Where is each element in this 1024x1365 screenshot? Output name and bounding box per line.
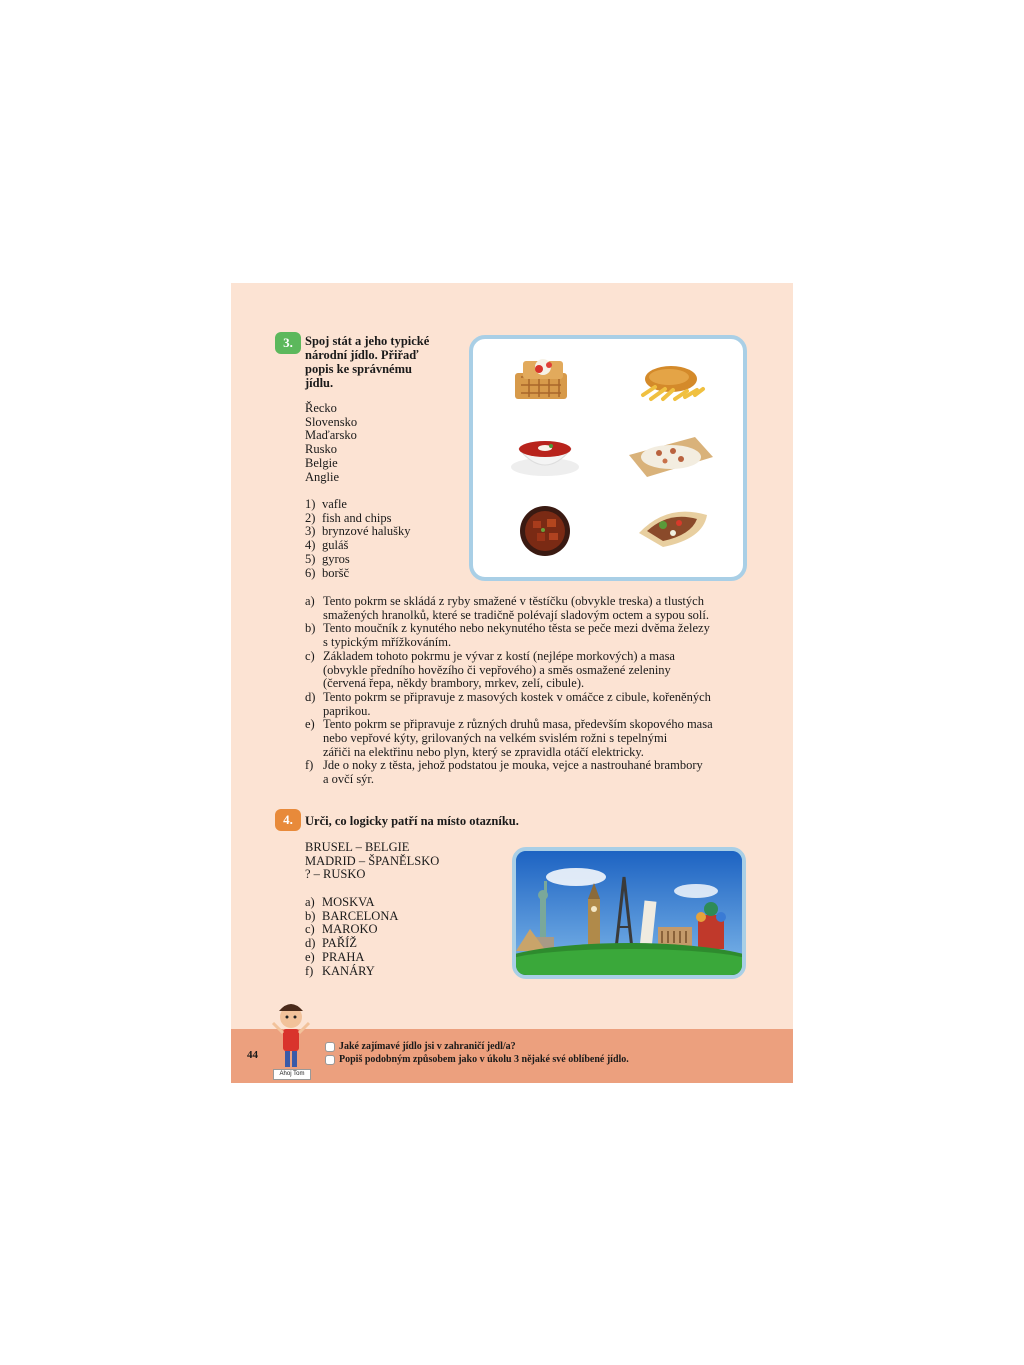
mascot-caption: Ahoj Tom <box>273 1069 311 1080</box>
fish-and-chips-image <box>629 357 713 407</box>
answer-option[interactable]: b) BARCELONA <box>305 908 399 923</box>
list-item: d) Tento pokrm se připravuje z masových kostek v omáčce z cibule, kořeněných paprikou. <box>305 689 711 718</box>
task-4-title: Urči, co logicky patří na místo otazníku. <box>305 814 519 828</box>
workbook-page <box>231 283 793 1083</box>
list-item: MADRID – ŠPANĚLSKO <box>305 853 440 868</box>
list-item: Belgie <box>305 455 338 470</box>
list-item: BRUSEL – BELGIE <box>305 840 410 854</box>
list-item: 3) brynzové halušky <box>305 524 411 539</box>
description-list <box>305 595 745 787</box>
list-item: Rusko <box>305 442 337 457</box>
list-item: 5) gyros <box>305 551 350 566</box>
task-3-badge: 3. <box>275 332 301 354</box>
list-item: a) Tento pokrm se skládá z ryby smažené v těstíčku (obvykle treska) a tlustých smažených hranolků, které se tradičně polévají sladovým octem a sypou solí. <box>305 594 709 622</box>
list-item: ? – RUSKO <box>305 867 366 882</box>
gyros-image <box>633 499 713 551</box>
task-4-badge: 4. <box>275 809 301 831</box>
world-landmarks-image <box>512 847 746 979</box>
waffle-image <box>509 353 579 407</box>
list-item: 1) vafle <box>305 497 347 511</box>
footer-bar <box>231 1029 793 1083</box>
list-item: f) Jde o noky z těsta, jehož podstatou je mouka, vejce a nastrouhané brambory a ovčí sýr. <box>305 758 703 787</box>
task-3-title: Spoj stát a jeho typické národní jídlo. Přiřaď popis ke správnému jídlu. <box>305 334 430 390</box>
answer-option[interactable]: c) MAROKO <box>305 922 378 937</box>
capital-pairs <box>305 841 439 882</box>
reflection-question: Jaké zajímavé jídlo jsi v zahraničí jedl/a? <box>325 1041 516 1052</box>
answer-options <box>305 896 398 978</box>
list-item: b) Tento moučník z kynutého nebo nekynutého těsta se peče mezi dvěma železy s typickým mřížkováním. <box>305 621 710 650</box>
bryndza-halusky-image <box>625 433 717 481</box>
list-item: Maďarsko <box>305 428 357 443</box>
list-item: 6) boršč <box>305 565 350 580</box>
answer-option[interactable]: f) KANÁRY <box>305 963 375 978</box>
list-item: 2) fish and chips <box>305 510 392 525</box>
list-item: Anglie <box>305 469 340 484</box>
country-list <box>305 402 357 484</box>
food-images-panel <box>469 335 747 581</box>
list-item: Řecko <box>305 401 337 415</box>
list-item: Slovensko <box>305 414 358 429</box>
food-list <box>305 498 411 580</box>
page-number: 44 <box>247 1049 258 1061</box>
borscht-image <box>509 431 581 479</box>
list-item: 4) guláš <box>305 538 349 553</box>
answer-option[interactable]: a) MOSKVA <box>305 895 375 909</box>
list-item: e) Tento pokrm se připravuje z různých druhů masa, především skopového masa nebo vepřové kýty, grilovaných na velkém svislém rožni s tepelnými zářiči na elektřinu nebo plyn, který se zpravidla otáčí elektricky. <box>305 717 713 759</box>
checkbox[interactable] <box>325 1055 335 1065</box>
list-item: c) Základem tohoto pokrmu je vývar z kostí (nejlépe morkových) a masa (obvykle předního hovězího či vepřového) a směs osmažené zeleniny (červená řepa, někdy brambory, mrkev, zelí, cibule). <box>305 648 675 691</box>
reflection-question: Popiš podobným způsobem jako v úkolu 3 nějaké své oblíbené jídlo. <box>325 1054 629 1065</box>
checkbox[interactable] <box>325 1042 335 1052</box>
mascot-boy-image <box>269 997 313 1079</box>
answer-option[interactable]: e) PRAHA <box>305 949 365 964</box>
answer-option[interactable]: d) PAŘÍŽ <box>305 936 357 951</box>
goulash-image <box>515 503 575 557</box>
